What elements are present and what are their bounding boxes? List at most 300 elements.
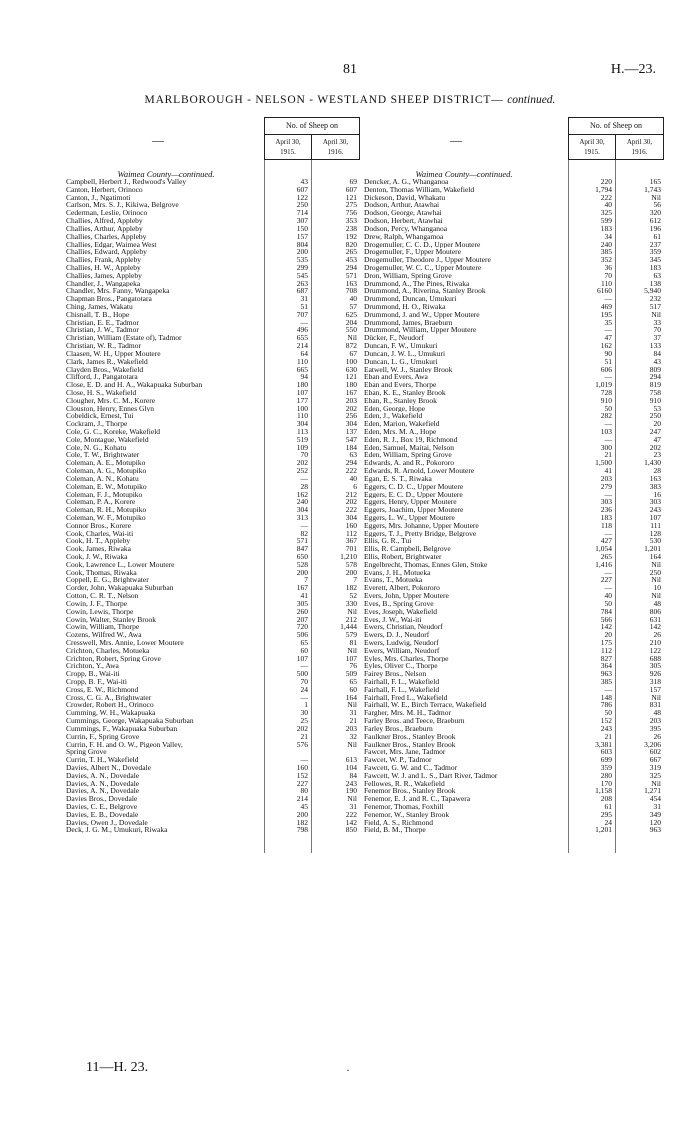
holder-name: Cook, J. W., Riwaka — [66, 553, 128, 561]
table-row — [66, 522, 360, 530]
holder-name: Eden, Mrs. M. A., Hope — [364, 428, 437, 436]
holder-name: Challies, Alfred, Appleby — [66, 217, 143, 225]
sheep-1915: 305 — [296, 598, 308, 608]
sheep-1915: 107 — [296, 653, 308, 663]
sheep-1915: 650 — [296, 552, 308, 561]
sheep-1916: 192 — [345, 231, 357, 241]
sheep-1915: 313 — [296, 512, 308, 522]
table-row — [66, 217, 360, 225]
table-row — [66, 553, 360, 561]
holder-name: Dickeson, David, Whakatu — [364, 193, 446, 202]
sheep-1915: 1 — [304, 700, 308, 710]
sheep-1915: 61 — [604, 802, 612, 811]
holder-name: Evers, John, Upper Moutere — [364, 592, 449, 600]
sheep-1915: 687 — [296, 286, 308, 296]
sheep-1916: 602 — [649, 747, 661, 757]
holder-name: Cook, James, Riwaka — [66, 545, 131, 553]
holder-name: Edwards, A. and R., Pokororo — [364, 459, 454, 468]
holder-name: Currin, F., Spring Grove — [66, 732, 140, 741]
table-row — [364, 741, 664, 749]
holder-name: Coleman, P. A., Korere — [66, 498, 136, 507]
table-row — [364, 241, 664, 249]
holder-name: Claasen, W. H., Upper Moutere — [66, 349, 161, 358]
sheep-1916: Nil — [347, 700, 357, 710]
sheep-1916: 926 — [649, 669, 661, 679]
sheep-1915: 227 — [296, 778, 308, 788]
sheep-1916: 203 — [345, 723, 357, 733]
sheep-1916: 243 — [649, 505, 661, 515]
holder-name: Drogemuller, W. C. C., Upper Moutere — [364, 263, 482, 272]
table-row — [364, 233, 664, 241]
sheep-1916: 157 — [649, 684, 661, 694]
holder-name: Eggers, Henry, Upper Moutere — [364, 498, 457, 507]
sheep-1915: 707 — [296, 309, 308, 319]
table-row — [364, 764, 664, 772]
table-row — [364, 733, 664, 741]
sheep-1916: 579 — [345, 630, 357, 640]
sheep-1915: 45 — [300, 802, 308, 811]
sheep-1916: 509 — [345, 669, 357, 679]
holder-name: Dodson, Herbert, Atawhai — [364, 217, 443, 225]
table-row — [364, 795, 664, 803]
sheep-1915: 260 — [296, 606, 308, 616]
table-row — [66, 475, 360, 483]
holder-name: Ewers, Christian, Neudorf — [364, 623, 443, 632]
holder-name: Drummond, H. O., Riwaka — [364, 303, 446, 311]
sheep-1915: 236 — [600, 505, 612, 515]
table-row — [364, 491, 664, 499]
sheep-1915: 182 — [296, 817, 308, 827]
table-row — [364, 756, 664, 764]
holder-name: Davies, A. N., Dovedale — [66, 771, 140, 780]
sheep-1915: — — [300, 755, 308, 765]
holder-name: Dodson, Percy, Whanganoa — [364, 224, 448, 233]
sheep-1915: 41 — [604, 466, 612, 476]
sheep-1915: 207 — [296, 614, 308, 624]
holder-name: Dücker, F., Neudorf — [364, 334, 424, 343]
table-row — [66, 428, 360, 436]
sheep-1915: 359 — [600, 762, 612, 772]
table-row — [66, 670, 360, 678]
holder-name: Fenemor, E. J. and R. C., Tapawera — [364, 795, 471, 803]
sheep-1916: 6 — [353, 481, 357, 491]
sheep-1915: 112 — [601, 645, 612, 655]
holder-name: Drew, Ralph, Whangamoa — [364, 232, 444, 241]
holder-name: Canton, Herbert, Orinoco — [66, 185, 143, 194]
holder-name: Eden, Samuel, Maitai, Nelson — [364, 443, 454, 452]
holder-name: Cook, Thomas, Riwaka — [66, 568, 137, 577]
table-row — [364, 717, 664, 725]
holder-name: Close, H. S., Wakefield — [66, 388, 137, 397]
table-row — [66, 178, 360, 186]
holder-name: Farley Bros. and Teece, Braeburn — [364, 717, 465, 725]
holder-name: Fairhall, W. E., Birch Terrace, Wakefield — [364, 701, 487, 710]
sheep-1915: 94 — [300, 372, 308, 382]
right-table-header — [364, 117, 664, 160]
table-row — [364, 459, 664, 467]
sheep-1916: 353 — [345, 216, 357, 226]
sheep-1915: 250 — [296, 200, 308, 210]
holder-name: Cole, G. C., Koreke, Wakefield — [66, 428, 161, 436]
holder-name: Christian, William (Estate of), Tadmor — [66, 334, 182, 343]
sheep-1916: 16 — [653, 489, 661, 499]
holder-name: Drummond, J. and W., Upper Moutere — [364, 310, 480, 319]
sheep-1915: 160 — [296, 762, 308, 772]
sheep-1915: 963 — [600, 669, 612, 679]
sheep-1915: — — [300, 473, 308, 483]
sheep-1916: 70 — [653, 325, 661, 335]
year-1916-header: April 30, 1916. — [615, 134, 664, 160]
sheep-1916: 359 — [649, 247, 661, 257]
table-row — [364, 819, 664, 827]
holder-name: Dodson, George, Atawhai — [364, 209, 442, 218]
holder-name: Ewers, Ludwig, Neudorf — [364, 638, 439, 647]
sheep-1915: 385 — [600, 677, 612, 686]
table-row — [364, 420, 664, 428]
table-row — [66, 694, 360, 702]
sheep-1915: 240 — [600, 239, 612, 249]
table-row — [364, 444, 664, 452]
holder-name: Cederman, Leslie, Orinoco — [66, 209, 148, 218]
table-row — [364, 537, 664, 545]
sheep-1915: 299 — [296, 262, 308, 272]
sheep-1916: 212 — [345, 489, 357, 499]
table-row — [66, 772, 360, 780]
sheep-1916: 31 — [349, 708, 357, 718]
sheep-1915: 3,381 — [595, 739, 612, 749]
sheep-1915: 728 — [600, 387, 612, 397]
holder-name: Field, A. S., Richmond — [364, 818, 433, 827]
page-number: 81 — [343, 62, 357, 77]
sheep-1915: — — [604, 684, 612, 694]
sheep-1916: 367 — [345, 536, 357, 546]
sheep-1915: 214 — [296, 794, 308, 804]
sheep-1915: 80 — [300, 786, 308, 796]
sheep-1915: — — [604, 489, 612, 499]
sheep-1916: 142 — [649, 622, 661, 632]
holder-name: Challies, Frank, Appleby — [66, 256, 141, 264]
sheep-1915: 64 — [300, 348, 308, 358]
sheep-1915: 603 — [600, 747, 612, 757]
sheep-1916: 76 — [349, 661, 357, 671]
table-row — [364, 405, 664, 413]
holder-name: Dron, William, Spring Grove — [364, 271, 452, 280]
holder-name: Drummond, A., The Pines, Riwaka — [364, 279, 470, 288]
table-row — [66, 436, 360, 444]
sheep-1916: 247 — [649, 427, 661, 436]
sheep-1916: 631 — [649, 614, 661, 624]
sheep-1915: 107 — [296, 387, 308, 397]
holder-name: Close, E. D. and H. A., Wakapuaka Suburban — [66, 381, 203, 389]
table-row — [66, 233, 360, 241]
table-row — [364, 209, 664, 217]
sheep-1915: — — [604, 419, 612, 429]
sheep-1915: 304 — [296, 419, 308, 429]
table-row — [66, 576, 360, 584]
holder-name: Eves, J. W., Wai-iti — [364, 615, 422, 624]
sheep-1916: 305 — [649, 661, 661, 671]
sheep-1916: 222 — [345, 466, 357, 476]
sheep-1916: 48 — [653, 598, 661, 608]
sheep-1915: 1,019 — [595, 380, 612, 390]
table-row — [66, 600, 360, 608]
sheep-1915: 70 — [300, 677, 308, 686]
holder-name: Engelbrecht, Thomas, Ennes Glen, Stoke — [364, 560, 488, 569]
right-rows — [364, 178, 664, 834]
sheep-1916: 395 — [649, 723, 661, 733]
sheep-1915: 70 — [300, 450, 308, 460]
sheep-1915: — — [604, 372, 612, 382]
sheep-1916: 57 — [349, 302, 357, 311]
year-1916-header: April 30, 1916. — [311, 134, 360, 160]
table-row — [66, 334, 360, 342]
sheep-1916: 345 — [649, 255, 661, 265]
table-row — [66, 397, 360, 405]
sheep-1915: — — [300, 520, 308, 530]
table-row — [364, 709, 664, 717]
table-row — [66, 787, 360, 795]
sheep-1915: 786 — [600, 700, 612, 710]
sheep-1915: 280 — [600, 770, 612, 780]
sheep-1915: 28 — [300, 481, 308, 491]
sheep-1915: 21 — [604, 731, 612, 741]
table-row — [66, 209, 360, 217]
table-row — [66, 326, 360, 334]
holder-name: Eggers, C. D. C., Upper Moutere — [364, 482, 464, 491]
sheep-1916: 203 — [345, 395, 357, 405]
sheep-1915: 222 — [600, 192, 612, 202]
holder-name: Fawcet, Mrs. Jane, Tadmor — [364, 748, 446, 757]
table-row — [66, 358, 360, 366]
table-row — [364, 311, 664, 319]
sheep-1916: 1,210 — [340, 552, 357, 561]
sheep-1916: 43 — [653, 356, 661, 366]
holder-name: Challies, James, Appleby — [66, 271, 142, 280]
sheep-1916: 612 — [649, 216, 661, 226]
table-row — [364, 647, 664, 655]
sheep-1915: 607 — [296, 184, 308, 194]
sheep-1916: 820 — [345, 239, 357, 249]
table-row — [364, 389, 664, 397]
sheep-1915: — — [604, 567, 612, 577]
holder-name: Edwards, R. Arnold, Lower Moutere — [364, 467, 475, 475]
sheep-1915: 265 — [600, 552, 612, 561]
table-row — [364, 576, 664, 584]
right-section-heading: Waimea County—continued. — [415, 169, 513, 179]
holder-name: Clark, James R., Wakefield — [66, 357, 148, 366]
holder-name: Fawcet, W. P., Tadmor — [364, 756, 432, 764]
sheep-1915: 263 — [296, 278, 308, 288]
holder-name: Eden, R. J., Box 19, Richmond — [364, 435, 458, 444]
sheep-1916: 40 — [349, 294, 357, 304]
table-row — [66, 272, 360, 280]
document-reference: H.—23. — [610, 62, 656, 77]
sheep-1916: 872 — [345, 341, 357, 351]
holder-name: Corder, John, Wakapuaka Suburban — [66, 584, 174, 593]
holder-name: Drogemuller, C. C. D., Upper Moutere — [364, 240, 481, 249]
holder-name: Cross, C. G. A., Brightwater — [66, 693, 152, 702]
sheep-1915: 252 — [296, 466, 308, 476]
table-row — [364, 225, 664, 233]
sheep-1916: 65 — [349, 677, 357, 686]
table-row — [66, 248, 360, 256]
table-row — [66, 311, 360, 319]
sheep-1916: 104 — [345, 762, 357, 772]
table-row — [364, 428, 664, 436]
table-row — [66, 451, 360, 459]
sheep-1916: 3,206 — [644, 739, 661, 749]
sheep-1915: 50 — [604, 598, 612, 608]
table-row — [364, 201, 664, 209]
holder-name: Eves, B., Spring Grove — [364, 599, 434, 608]
sheep-1915: 162 — [296, 489, 308, 499]
sheep-1915: 519 — [296, 434, 308, 444]
table-row — [66, 545, 360, 553]
sheep-1916: 56 — [653, 200, 661, 210]
holder-name: Coleman, A. G., Motupiko — [66, 467, 147, 475]
sheep-1916: 708 — [345, 286, 357, 296]
table-row — [66, 725, 360, 733]
sheep-1916: 325 — [649, 770, 661, 780]
table-row — [364, 631, 664, 639]
sheep-1916: 52 — [349, 591, 357, 601]
sheep-1916: 63 — [349, 450, 357, 460]
sheep-1916: 578 — [345, 559, 357, 569]
sheep-1915: 183 — [600, 512, 612, 522]
sheep-1916: 107 — [649, 512, 661, 522]
sheep-1916: 243 — [345, 778, 357, 788]
sheep-1915: 279 — [600, 481, 612, 491]
sheep-1915: 303 — [600, 497, 612, 507]
sheep-1915: 699 — [600, 755, 612, 765]
table-row — [66, 366, 360, 374]
sheep-1915: 152 — [296, 770, 308, 780]
sheep-1916: 133 — [649, 341, 661, 351]
sheep-1916: 142 — [345, 817, 357, 827]
sheep-1915: 24 — [604, 817, 612, 827]
sheep-1915: 665 — [296, 364, 308, 374]
table-row — [364, 608, 664, 616]
holder-name: Spring Grove — [66, 748, 107, 757]
sheep-1916: 963 — [649, 825, 661, 835]
sheep-1916: 210 — [649, 637, 661, 647]
holder-name: Challies, Edward, Appleby — [66, 248, 147, 257]
sheep-1916: 47 — [653, 434, 661, 444]
sheep-1916: 212 — [345, 614, 357, 624]
sheep-1915: 30 — [300, 708, 308, 718]
sheep-1916: 20 — [653, 419, 661, 429]
sheep-1916: 453 — [345, 255, 357, 265]
sheep-1915: 798 — [296, 825, 308, 835]
table-row — [364, 811, 664, 819]
sheep-1916: 819 — [649, 380, 661, 390]
sheep-1916: 304 — [345, 419, 357, 429]
table-row — [66, 537, 360, 545]
table-row — [364, 498, 664, 506]
sheep-1915: 142 — [600, 622, 612, 632]
table-row — [66, 561, 360, 569]
holder-name: Faulkner Bros., Stanley Brook — [364, 732, 456, 741]
sheep-1916: 530 — [649, 536, 661, 546]
holder-name: Cresswell, Mrs. Annie, Lower Moutere — [66, 638, 184, 647]
holder-name: Cowin, J. F., Thorpe — [66, 599, 128, 608]
sheep-1915: — — [300, 692, 308, 702]
sheep-1916: 160 — [345, 520, 357, 530]
table-row — [364, 272, 664, 280]
sheep-1916: 250 — [649, 411, 661, 421]
table-row — [66, 303, 360, 311]
table-row — [364, 600, 664, 608]
table-row — [66, 701, 360, 709]
sheep-1916: 164 — [345, 692, 357, 702]
sheep-1915: 20 — [604, 630, 612, 640]
sheep-1916: 613 — [345, 755, 357, 765]
sheep-1915: 36 — [604, 262, 612, 272]
table-row — [66, 264, 360, 272]
sheep-1916: 48 — [653, 708, 661, 718]
table-row — [364, 217, 664, 225]
sheep-1916: 320 — [649, 208, 661, 218]
table-row — [66, 655, 360, 663]
sheep-1915: 714 — [296, 208, 308, 218]
table-row — [364, 436, 664, 444]
holder-name: Davies, Albert N., Dovedale — [66, 763, 151, 772]
table-row — [364, 772, 664, 780]
table-row — [364, 514, 664, 522]
holder-name: Duncan, J. W. L., Umukuri — [364, 349, 446, 358]
holder-name: Drummond, William, Upper Moutere — [364, 326, 477, 335]
sheep-1915: 827 — [600, 653, 612, 663]
holder-name: Christian, E. E., Tadmor — [66, 318, 139, 327]
sheep-1916: 667 — [649, 755, 661, 765]
sheep-1916: 26 — [653, 630, 661, 640]
name-column-header: — — [450, 133, 462, 147]
sheep-1916: 190 — [345, 786, 357, 796]
holder-name: Coleman, E. W., Motupiko — [66, 482, 147, 491]
holder-name: Deck, J. G. M., Umukuri, Riwaka — [66, 826, 168, 835]
holder-name: Fawcett, W. J. and L. S., Dart River, Tadmor — [364, 771, 498, 780]
table-row — [66, 201, 360, 209]
sheep-1916: 275 — [345, 200, 357, 210]
sheep-1916: 84 — [349, 770, 357, 780]
sheep-1916: 53 — [653, 403, 661, 413]
table-row — [364, 545, 664, 553]
left-table-header — [66, 117, 360, 160]
table-row — [66, 717, 360, 725]
holder-name: Dodson, Arthur, Atawhai — [364, 201, 440, 210]
table-row — [364, 686, 664, 694]
year-1915-header: April 30, 1915. — [264, 134, 312, 160]
holder-name: Farley Bros., Braeburn — [364, 724, 433, 733]
holder-name: Currin, T. H., Wakefield — [66, 756, 139, 764]
holder-name: Coleman, F. J., Motupiko — [66, 490, 143, 499]
holder-name: Eyles, Mrs. Charles, Thorpe — [364, 654, 449, 663]
sheep-1915: 50 — [604, 708, 612, 718]
sheep-1916: 167 — [345, 387, 357, 397]
holder-name: Drogemuller, Theodore J., Upper Moutere — [364, 256, 491, 264]
holder-name: Currin, F. H. and O. W., Pigeon Valley, — [66, 740, 183, 749]
table-row — [364, 701, 664, 709]
holder-name: Drummond, A., Riverina, Stanley Brook — [364, 287, 486, 296]
table-row — [364, 373, 664, 381]
table-row — [364, 592, 664, 600]
sheep-1915: 295 — [600, 809, 612, 819]
sheep-1916: 330 — [345, 598, 357, 608]
holder-name: Eban, R., Stanley Brook — [364, 396, 437, 405]
sheep-1915: — — [300, 317, 308, 327]
table-row — [364, 303, 664, 311]
sheep-1915: 7 — [304, 575, 308, 585]
